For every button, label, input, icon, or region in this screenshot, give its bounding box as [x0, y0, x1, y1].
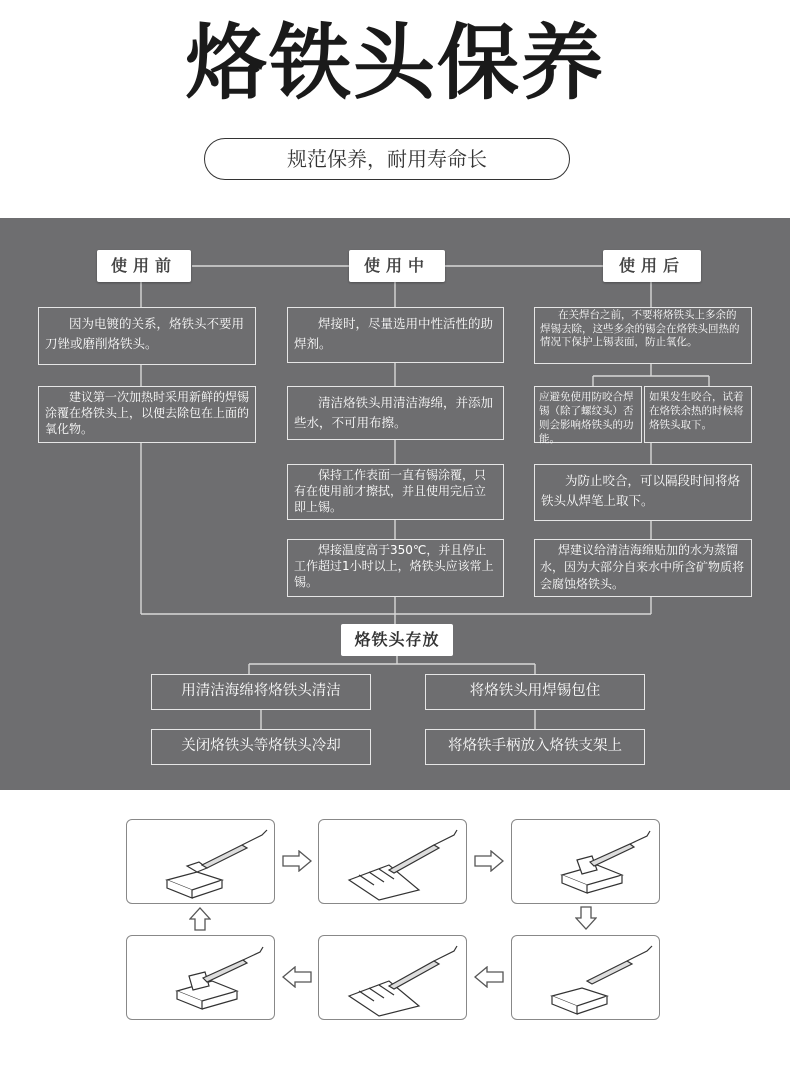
before-note-1: 因为电镀的关系，烙铁头不要用刀锉或磨削烙铁头。 [38, 307, 256, 365]
illustration-step-5 [318, 935, 467, 1020]
before-note-2: 建议第一次加热时采用新鲜的焊锡涂覆在烙铁头上，以便去除包在上面的氧化物。 [38, 386, 256, 443]
page-title: 烙铁头保养 [184, 16, 605, 111]
arrow-up-icon [189, 907, 211, 931]
after-note-fourth: 焊建议给清洁海绵贴加的水为蒸馏水，因为大部分自来水中所含矿物质将会腐蚀烙铁头。 [534, 539, 752, 597]
arrow-left-icon [474, 966, 504, 988]
arrow-right-icon [282, 850, 312, 872]
during-note-4: 焊接温度高于350℃，并且停止工作超过1小时以上，烙铁头应该常上锡。 [287, 539, 504, 597]
after-note-left: 应避免使用防咬合焊锡（除了螺纹头）否则会影响烙铁头的功能。 [534, 386, 642, 443]
illustration-step-2 [318, 819, 467, 904]
after-note-right: 如果发生咬合，试着在烙铁余热的时候将烙铁头取下。 [644, 386, 752, 443]
illustration-step-6 [511, 935, 660, 1020]
illustration-step-3 [511, 819, 660, 904]
arrow-right-icon [474, 850, 504, 872]
phase-during: 使用中 [349, 250, 445, 282]
phase-before: 使用前 [97, 250, 191, 282]
iron-resting-icon [127, 936, 275, 1020]
illustration-step-4 [126, 935, 275, 1020]
storage-step-cool: 关闭烙铁头等烙铁头冷却 [151, 729, 371, 765]
after-note-third: 为防止咬合，可以隔段时间将烙铁头从焊笔上取下。 [534, 464, 752, 521]
storage-step-clean: 用清洁海绵将烙铁头清洁 [151, 674, 371, 710]
storage-title: 烙铁头存放 [341, 624, 453, 656]
arrow-down-icon [575, 906, 597, 930]
storage-step-coat: 将烙铁头用焊锡包住 [425, 674, 645, 710]
iron-wiping-icon [319, 936, 467, 1020]
during-note-1: 焊接时，尽量选用中性活性的助焊剂。 [287, 307, 504, 363]
illustration-step-1 [126, 819, 275, 904]
iron-on-pad-icon [512, 936, 660, 1020]
subtitle-badge: 规范保养，耐用寿命长 [204, 138, 570, 180]
after-note-top: 在关焊台之前，不要将烙铁头上多余的焊锡去除，这些多余的锡会在烙铁头回热的 情况下保护上锡表面，防止氧化。 [534, 307, 752, 364]
storage-step-holder: 将烙铁手柄放入烙铁支架上 [425, 729, 645, 765]
phase-after: 使用后 [603, 250, 701, 282]
arrow-left-icon [282, 966, 312, 988]
iron-cleaning-icon [319, 820, 467, 904]
during-note-2: 清洁烙铁头用清洁海绵，并添加些水，不可用布擦。 [287, 386, 504, 440]
during-note-3: 保持工作表面一直有锡涂覆，只有在使用前才擦拭，并且使用完后立即上锡。 [287, 464, 504, 520]
iron-in-holder-icon [512, 820, 660, 904]
iron-on-sponge-icon [127, 820, 275, 904]
